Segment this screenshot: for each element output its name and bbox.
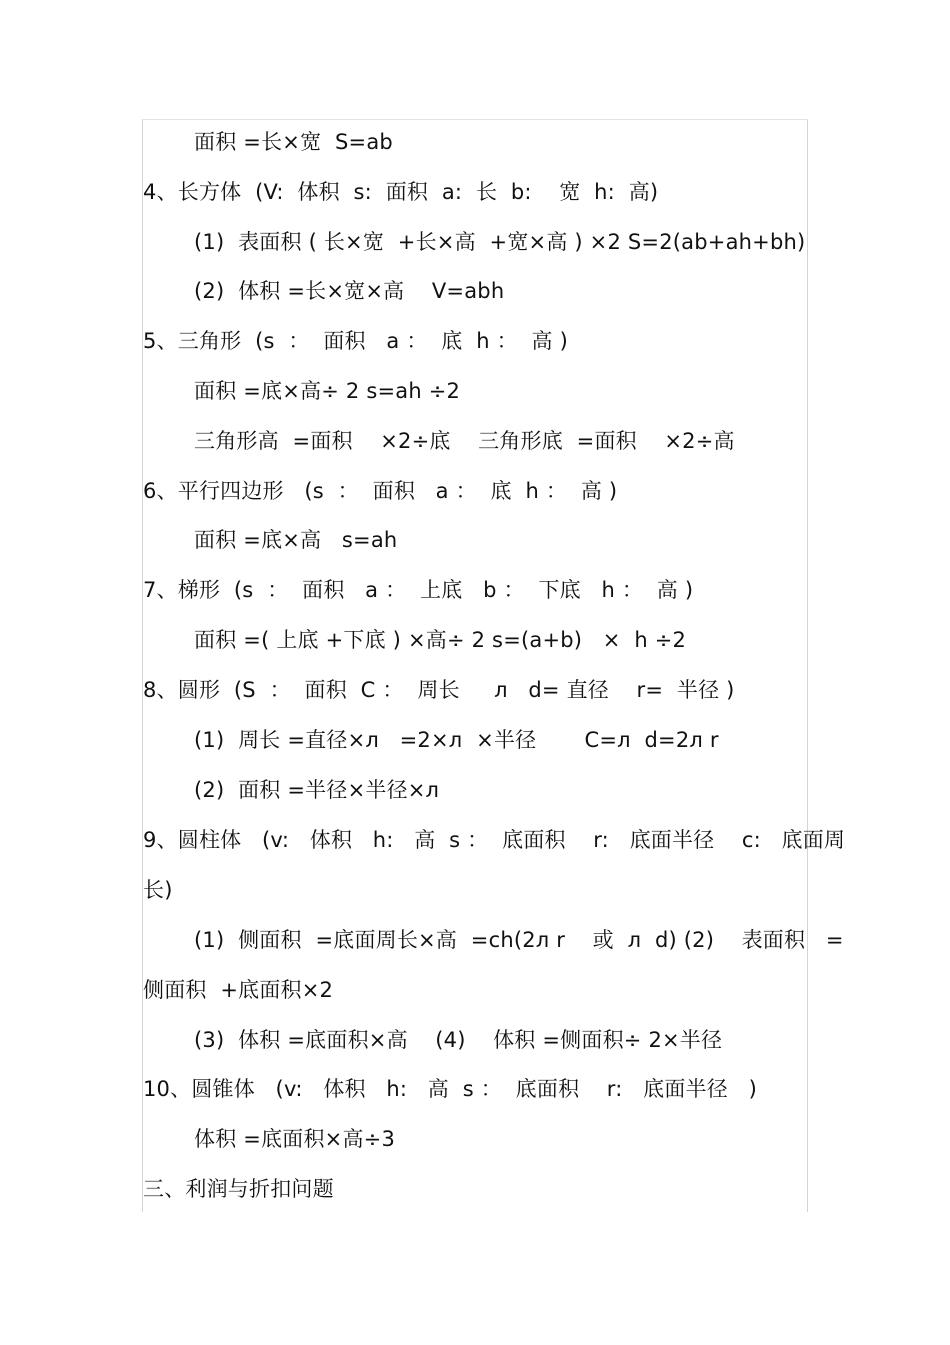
circle-heading: 8、圆形 (S ： 面积 C ： 周长 л d= 直径 r= 半径 )	[143, 678, 735, 702]
cylinder-lateral-area-formula: (1) 侧面积 =底面周长×高 =ch(2л r 或 л d) (2) 表面积 =	[194, 928, 844, 952]
cylinder-heading-continued: 长)	[143, 878, 173, 902]
circle-area-formula: (2) 面积 =半径×半径×л	[194, 778, 440, 802]
trapezoid-area-formula: 面积 =( 上底 +下底 ) ×高÷ 2 s=(a+b) × h ÷2	[194, 628, 687, 652]
triangle-height-base-formula: 三角形高 =面积 ×2÷底 三角形底 =面积 ×2÷高	[194, 429, 735, 453]
section-three-heading: 三、利润与折扣问题	[143, 1177, 334, 1201]
circle-circumference-formula: (1) 周长 =直径×л =2×л ×半径 C=л d=2л r	[194, 728, 719, 752]
cuboid-heading: 4、长方体 (V: 体积 s: 面积 a: 长 b: 宽 h: 高)	[143, 180, 659, 204]
parallelogram-heading: 6、平行四边形 (s ： 面积 a ： 底 h ： 高 )	[143, 479, 618, 503]
triangle-area-formula: 面积 =底×高÷ 2 s=ah ÷2	[194, 379, 461, 403]
rectangle-area-formula: 面积 =长×宽 S=ab	[194, 130, 393, 154]
cuboid-surface-area-formula: (1) 表面积 ( 长×宽 +长×高 +宽×高 ) ×2 S=2(ab+ah+bh)	[194, 230, 806, 254]
cone-heading: 10、圆锥体 (v: 体积 h: 高 s ： 底面积 r: 底面半径 )	[143, 1077, 757, 1101]
cylinder-volume-formula: (3) 体积 =底面积×高 (4) 体积 =侧面积÷ 2×半径	[194, 1028, 723, 1052]
cylinder-heading: 9、圆柱体 (v: 体积 h: 高 s ： 底面积 r: 底面半径 c: 底面周	[143, 828, 846, 852]
trapezoid-heading: 7、梯形 (s ： 面积 a ： 上底 b ： 下底 h ： 高 )	[143, 578, 694, 602]
cuboid-volume-formula: (2) 体积 =长×宽×高 V=abh	[194, 279, 505, 303]
cylinder-surface-area-continued: 侧面积 +底面积×2	[143, 978, 334, 1002]
parallelogram-area-formula: 面积 =底×高 s=ah	[194, 528, 398, 552]
cone-volume-formula: 体积 =底面积×高÷3	[194, 1127, 396, 1151]
triangle-heading: 5、三角形 (s ： 面积 a ： 底 h ： 高 )	[143, 329, 569, 353]
